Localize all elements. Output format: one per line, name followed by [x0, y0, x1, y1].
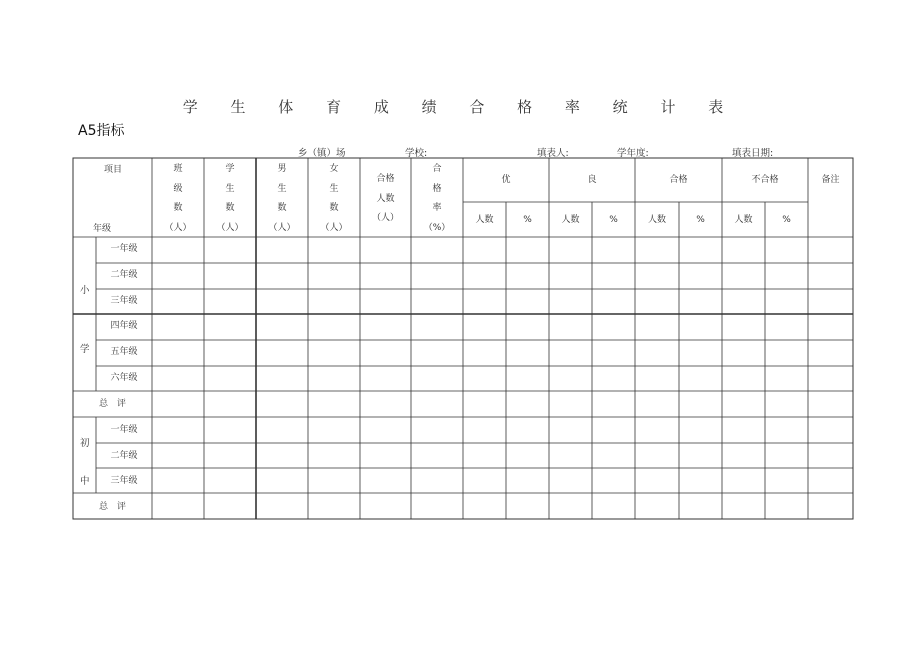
indicator-code: A5指标: [78, 123, 125, 139]
pass-rate-header: 合 格 率 （%）: [423, 164, 451, 233]
good-header: 良: [587, 175, 597, 185]
row-grade-6: 六年级: [110, 373, 138, 383]
school-label: 学校:: [405, 148, 428, 159]
remarks-header: 备注: [821, 175, 840, 185]
excellent-people-header: 人数: [475, 215, 494, 225]
excellent-header: 优: [501, 175, 511, 185]
row-middle-grade-3: 三年级: [110, 476, 138, 486]
female-count-header: 女 生 数 （人）: [320, 164, 348, 233]
excellent-percent-header: %: [523, 215, 532, 225]
grade-header: 年级: [93, 224, 112, 234]
primary-section-label-2: 学: [80, 344, 90, 355]
good-people-header: 人数: [561, 215, 580, 225]
class-count-header: 班 级 数 （人）: [164, 164, 192, 233]
pass-count-header: 合格 人数 （人）: [371, 174, 399, 223]
page-title: 学 生 体 育 成 绩 合 格 率 统 计 表: [182, 98, 738, 116]
row-total-primary: 总 评: [98, 399, 126, 409]
row-grade-1: 一年级: [110, 244, 138, 254]
middle-section-label-1: 初: [80, 438, 90, 449]
middle-section-label-2: 中: [80, 476, 90, 487]
filler-label: 填表人:: [537, 148, 569, 159]
fill-date-label: 填表日期:: [732, 148, 774, 159]
unqualified-people-header: 人数: [734, 215, 753, 225]
good-percent-header: %: [609, 215, 618, 225]
item-header: 项目: [104, 165, 123, 175]
row-grade-4: 四年级: [110, 321, 138, 331]
qualified-people-header: 人数: [647, 215, 666, 225]
school-year-label: 学年度:: [617, 148, 649, 159]
unqualified-percent-header: %: [782, 215, 791, 225]
qualified-header: 合格: [669, 175, 688, 185]
male-count-header: 男 生 数 （人）: [268, 164, 296, 233]
qualified-percent-header: %: [696, 215, 705, 225]
unqualified-header: 不合格: [751, 175, 779, 185]
township-label: 乡（镇）场: [298, 148, 346, 159]
row-middle-grade-1: 一年级: [110, 425, 138, 435]
row-total-middle: 总 评: [98, 502, 126, 512]
row-grade-5: 五年级: [110, 347, 138, 357]
row-middle-grade-2: 二年级: [110, 451, 138, 461]
row-grade-3: 三年级: [110, 296, 138, 306]
student-count-header: 学 生 数 （人）: [216, 164, 244, 233]
primary-section-label-1: 小: [80, 285, 90, 296]
row-grade-2: 二年级: [110, 270, 138, 280]
